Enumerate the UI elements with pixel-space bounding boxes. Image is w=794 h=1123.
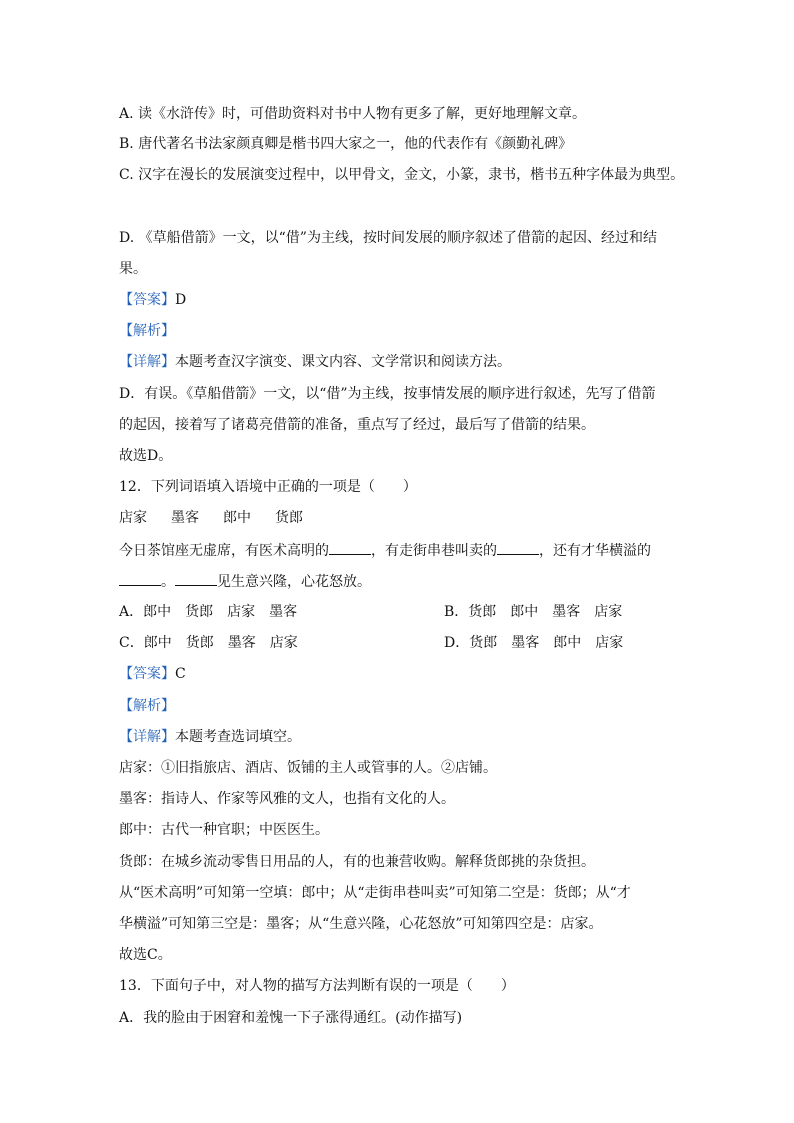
q12-definition-4: 货郎：在城乡流动零售日用品的人，有的也兼营收购。解释货郎挑的杂货担。 [119,854,595,870]
q11-detail [119,352,511,372]
fill-blank [119,571,161,586]
context-text: ，还有才华横溢的 [539,543,651,559]
answer-tag: 【答案】 [119,666,175,682]
q11-option-d-line1: D. 《草船借箭》一文，以“借”为主线，按时间发展的顺序叙述了借箭的起因、经过和结 [119,230,657,246]
q12-stem: 12．下列词语填入语境中正确的一项是（ ） [119,479,417,495]
q11-option-d-line2: 果。 [119,261,147,277]
q12-option-d: D．货郎 墨客 郎中 店家 [444,635,624,651]
detail-text: 本题考查选词填空。 [175,729,301,745]
q12-context-line2 [119,571,371,591]
q11-analysis-tag: 【解析】 [119,323,175,339]
word-item: 墨客 [171,510,199,526]
answer-value: D [175,292,187,308]
q11-conclusion: 故选D。 [119,448,173,464]
q12-explanation-line1: 从“医术高明”可知第一空填：郎中；从“走街串巷叫卖”可知第二空是：货郎；从“才 [119,885,631,901]
q11-explanation-line1: D．有误。《草船借箭》一文，以“借”为主线，按事情发展的顺序进行叙述，先写了借箭 [119,386,656,402]
q12-definition-1: 店家：①旧指旅店、酒店、饭铺的主人或管事的人。②店铺。 [119,760,497,776]
context-text: 今日茶馆座无虚席，有医术高明的 [119,543,329,559]
context-text: 。 [161,574,175,590]
q13-stem: 13．下面句子中，对人物的描写方法判断有误的一项是（ ） [119,978,515,994]
word-item: 货郎 [275,510,303,526]
q12-analysis-tag: 【解析】 [119,698,175,714]
q11-explanation-line2: 的起因，接着写了诸葛亮借箭的准备，重点写了经过，最后写了借箭的结果。 [119,417,595,433]
q12-definition-2: 墨客：指诗人、作家等风雅的文人，也指有文化的人。 [119,791,455,807]
q12-word-list [119,508,303,528]
answer-value: C [175,666,186,682]
detail-tag: 【详解】 [119,729,175,745]
q12-definition-3: 郎中：古代一种官职；中医医生。 [119,822,329,838]
detail-tag: 【详解】 [119,354,175,370]
q12-option-b: B．货郎 郎中 墨客 店家 [444,604,623,620]
q12-detail [119,727,301,747]
q12-conclusion: 故选C。 [119,947,172,963]
context-text: 见生意兴隆，心花怒放。 [217,574,371,590]
fill-blank [329,540,371,555]
q12-answer [119,664,186,684]
q12-option-a: A．郎中 货郎 店家 墨客 [119,604,298,620]
context-text: ，有走街串巷叫卖的 [371,543,497,559]
fill-blank [175,571,217,586]
fill-blank [497,540,539,555]
word-item: 店家 [119,510,147,526]
answer-tag: 【答案】 [119,292,175,308]
q12-context-line1 [119,540,651,560]
q12-option-c: C．郎中 货郎 墨客 店家 [119,635,298,651]
q11-answer [119,290,186,310]
q11-option-a: A. 读《水浒传》时，可借助资料对书中人物有更多了解，更好地理解文章。 [119,106,587,122]
q13-option-a: A．我的脸由于困窘和羞愧一下子涨得通红。(动作描写) [119,1010,463,1026]
q11-option-b: B. 唐代著名书法家颜真卿是楷书四大家之一，他的代表作有《颜勤礼碑》 [119,136,573,152]
q12-explanation-line2: 华横溢”可知第三空是：墨客；从“生意兴隆，心花怒放”可知第四空是：店家。 [119,916,603,932]
detail-text: 本题考查汉字演变、课文内容、文学常识和阅读方法。 [175,354,511,370]
q11-option-c: C. 汉字在漫长的发展演变过程中，以甲骨文，金文，小篆，隶书，楷书五种字体最为典型。 [119,167,685,183]
word-item: 郎中 [223,510,251,526]
